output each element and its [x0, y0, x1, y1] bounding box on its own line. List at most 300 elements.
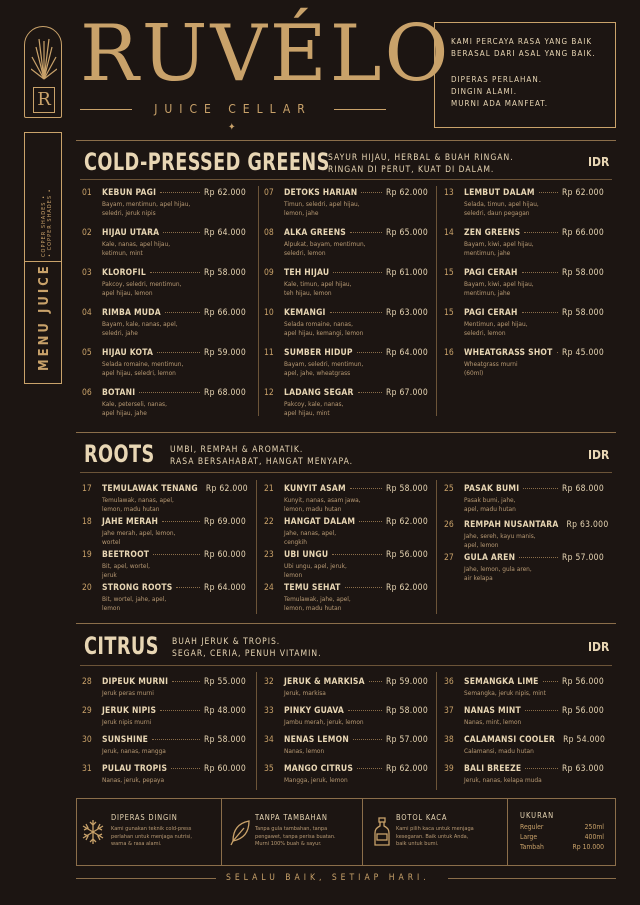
item-name: SUMBER HIDUP — [284, 348, 353, 358]
item-number: 27 — [444, 553, 454, 563]
leader-dots — [353, 739, 382, 740]
sizes-title: UKURAN — [520, 811, 555, 820]
item-price: Rp 66.000 — [561, 228, 604, 238]
leader-dots — [160, 192, 200, 193]
menu-item — [444, 735, 604, 756]
menu-item — [82, 188, 246, 218]
item-name: KEBUN PAGI — [102, 188, 157, 198]
item-number: 09 — [264, 268, 274, 278]
item-description: Kunyit, nanas, asam jawa, — [284, 496, 361, 504]
item-description: Jeruk peras murni — [102, 689, 154, 697]
item-price: Rp 57.000 — [561, 553, 604, 563]
item-description: lemon — [102, 604, 121, 612]
brand-name: RUVÉLO — [80, 9, 452, 99]
menu-item — [82, 228, 246, 258]
item-number: 35 — [264, 764, 274, 774]
item-description: lemon, madu hutan — [284, 604, 342, 612]
item-description: mentimun, jahe — [464, 249, 511, 257]
intro-line: KAMI PERCAYA RASA YANG BAIK — [451, 37, 593, 46]
item-number: 19 — [82, 550, 92, 560]
menu-item — [444, 706, 604, 727]
column-divider — [436, 480, 437, 614]
feature-text: Kami gunakan teknik cold-press perlahan untuk menjaga nutrisi, warna & rasa alami. — [111, 826, 192, 847]
item-description: ketimun, mint — [102, 249, 143, 257]
rail-small-text: COPPER SHADES • • COPPER SHADES • — [41, 188, 53, 257]
intro-box — [434, 22, 616, 128]
item-price: Rp 57.000 — [385, 735, 428, 745]
feature-title: DIPERAS DINGIN — [111, 813, 178, 822]
item-number: 11 — [264, 348, 274, 358]
item-price: Rp 68.000 — [203, 388, 246, 398]
item-number: 13 — [444, 188, 454, 198]
item-name: PAGI CERAH — [464, 308, 518, 318]
menu-item — [264, 388, 428, 418]
item-number: 07 — [264, 188, 274, 198]
item-name: BOTANI — [102, 388, 136, 398]
item-name: MANGO CITRUS — [284, 764, 354, 774]
currency-label: IDR — [588, 448, 610, 462]
item-name: SUNSHINE — [102, 735, 149, 745]
column-divider — [436, 186, 437, 416]
item-price: Rp 60.000 — [203, 764, 246, 774]
menu-item — [264, 188, 428, 218]
item-description: Pakcoy, kale, nanas, — [284, 400, 344, 408]
menu-item — [264, 484, 428, 514]
menu-item — [264, 228, 428, 258]
item-description: Jeruk, nanas, mangga — [102, 747, 166, 755]
item-price: Rp 58.000 — [561, 308, 604, 318]
item-description: Jahe merah, apel, lemon, — [102, 529, 176, 537]
leader-dots — [519, 557, 558, 558]
item-number: 29 — [82, 706, 92, 716]
column-divider — [258, 186, 259, 416]
item-description: seledri, lemon — [464, 329, 506, 337]
item-description: Wheatgrass murni — [464, 360, 518, 368]
item-description: apel hijau, lemon — [102, 289, 153, 297]
menu-item — [444, 268, 604, 298]
item-name: NENAS LEMON — [284, 735, 349, 745]
item-number: 10 — [264, 308, 274, 318]
item-price: Rp 64.000 — [203, 228, 246, 238]
brand-rule-right — [334, 109, 386, 110]
item-price: Rp 61.000 — [385, 268, 428, 278]
item-description: seledri, daun pegagan — [464, 209, 530, 217]
currency-label: IDR — [588, 155, 610, 169]
feature-text: Tanpa gula tambahan, tanpa pengawet, tanpa perisa buatan. Murni 100% buah & sayur. — [255, 826, 336, 847]
item-price: Rp 62.000 — [203, 188, 246, 198]
leader-dots — [332, 554, 382, 555]
item-price: Rp 48.000 — [203, 706, 246, 716]
item-number: 22 — [264, 517, 274, 527]
menu-item — [82, 735, 246, 756]
item-description: apel, jahe, wheatgrass — [284, 369, 351, 377]
item-description: Bayam, kale, nanas, apel, — [102, 320, 178, 328]
section-underline — [80, 665, 612, 666]
item-name: HIJAU KOTA — [102, 348, 154, 358]
item-description: jeruk — [102, 571, 117, 579]
item-price: Rp 54.000 — [563, 735, 606, 745]
menu-item — [82, 706, 246, 727]
item-number: 05 — [82, 348, 92, 358]
item-price: Rp 58.000 — [203, 735, 246, 745]
item-description: apel, lemon — [464, 541, 499, 549]
item-name: PULAU TROPIS — [102, 764, 168, 774]
currency-label: IDR — [588, 640, 610, 654]
menu-item — [82, 388, 246, 418]
menu-item — [264, 517, 428, 547]
item-description: Bayam, seledri, mentimun, — [284, 360, 364, 368]
leader-dots — [369, 681, 382, 682]
menu-item — [444, 520, 609, 550]
item-number: 34 — [264, 735, 274, 745]
menu-item — [264, 764, 428, 785]
leader-dots — [150, 272, 200, 273]
item-description: Mentimun, apel hijau, — [464, 320, 528, 328]
item-name: KUNYIT ASAM — [284, 484, 346, 494]
menu-item — [264, 550, 428, 580]
intro-line: MURNI ADA MANFEAT. — [451, 99, 549, 108]
item-description: apel hijau, seledri, lemon — [102, 369, 176, 377]
item-price: Rp 67.000 — [385, 388, 428, 398]
leader-dots — [361, 192, 382, 193]
leader-dots — [171, 768, 200, 769]
item-price: Rp 64.000 — [385, 348, 428, 358]
item-description: Kale, peterseli, nanas, — [102, 400, 167, 408]
leader-dots — [139, 392, 200, 393]
item-name: JAHE MERAH — [102, 517, 159, 527]
item-number: 01 — [82, 188, 92, 198]
leader-dots — [345, 587, 382, 588]
section-title-greens: COLD-PRESSED GREENS — [84, 148, 330, 176]
item-description: Kale, nanas, apel hijau, — [102, 240, 171, 248]
footer-divider — [221, 799, 222, 865]
item-description: mentimun, jahe — [464, 289, 511, 297]
section-desc-greens: SAYUR HIJAU, HERBAL & BUAH RINGAN. RINGAN DI PERUT, KUAT DI DALAM. — [328, 153, 514, 175]
item-number: 02 — [82, 228, 92, 238]
item-number: 23 — [264, 550, 274, 560]
menu-item — [444, 228, 604, 258]
side-rail — [24, 132, 62, 384]
item-description: Timun, seledri, apel hijau, — [284, 200, 360, 208]
item-description: Jahe, sereh, kayu manis, — [464, 532, 536, 540]
item-price: Rp 62.000 — [385, 517, 428, 527]
menu-item — [82, 550, 246, 580]
item-name: WHEATGRASS SHOT — [464, 348, 553, 358]
menu-item — [82, 677, 246, 698]
item-description: seledri, lemon — [284, 249, 326, 257]
size-row: Large 400ml — [520, 833, 604, 841]
leader-dots — [330, 312, 382, 313]
feature-cold-pressed — [77, 799, 223, 865]
item-description: Calamansi, madu hutan — [464, 747, 534, 755]
item-price: Rp 63.000 — [566, 520, 609, 530]
item-description: lemon, madu hutan — [284, 505, 342, 513]
item-name: HIJAU UTARA — [102, 228, 160, 238]
item-price: Rp 62.000 — [385, 188, 428, 198]
item-description: Alpukat, bayam, mentimun, — [284, 240, 366, 248]
feature-glass-bottle — [364, 799, 506, 865]
item-price: Rp 59.000 — [385, 677, 428, 687]
item-price: Rp 55.000 — [203, 677, 246, 687]
item-number: 25 — [444, 484, 454, 494]
item-description: Jeruk, markisa — [284, 689, 326, 697]
footer-box — [76, 798, 616, 866]
item-description: Semangka, jeruk nipis, mint — [464, 689, 546, 697]
item-price: Rp 62.000 — [385, 764, 428, 774]
section-underline — [80, 472, 612, 473]
item-price: Rp 56.000 — [561, 706, 604, 716]
item-description: seledri, jeruk nipis — [102, 209, 156, 217]
item-description: lemon, jahe — [284, 209, 319, 217]
item-number: 24 — [264, 583, 274, 593]
item-description: Selada romaine, nanas, — [284, 320, 353, 328]
leader-dots — [557, 352, 558, 353]
item-number: 20 — [82, 583, 92, 593]
item-name: BALI BREEZE — [464, 764, 522, 774]
leaf-icon — [229, 817, 253, 847]
leader-dots — [333, 272, 382, 273]
item-number: 26 — [444, 520, 454, 530]
item-name: LADANG SEGAR — [284, 388, 354, 398]
leader-dots — [525, 710, 558, 711]
section-title-roots: ROOTS — [84, 440, 155, 468]
item-description: Pakcoy, seledri, mentimun, — [102, 280, 182, 288]
item-number: 38 — [444, 735, 454, 745]
item-description: Pasak bumi, jahe, — [464, 496, 516, 504]
item-description: apel hijau, kemangi, lemon — [284, 329, 364, 337]
item-price: Rp 58.000 — [385, 706, 428, 716]
menu-item — [444, 484, 604, 514]
item-number: 31 — [82, 764, 92, 774]
item-description: Nanas, jeruk, pepaya — [102, 776, 165, 784]
bottle-icon — [370, 817, 394, 847]
item-price: Rp 65.000 — [385, 228, 428, 238]
leader-dots — [522, 312, 558, 313]
item-price: Rp 63.000 — [385, 308, 428, 318]
leader-dots — [153, 554, 200, 555]
size-row: Tambah Rp 10.000 — [520, 843, 604, 851]
menu-item — [444, 308, 604, 338]
leader-dots — [350, 488, 382, 489]
item-name: RIMBA MUDA — [102, 308, 161, 318]
item-description: Jahe, nanas, apel, — [284, 529, 337, 537]
leader-dots — [543, 681, 558, 682]
leader-dots — [165, 312, 200, 313]
item-name: STRONG ROOTS — [102, 583, 173, 593]
leader-dots — [357, 768, 382, 769]
brand-emblem — [24, 26, 62, 118]
item-name: TEMULAWAK TENANG — [102, 484, 198, 494]
item-number: 33 — [264, 706, 274, 716]
item-number: 12 — [264, 388, 274, 398]
menu-item — [444, 677, 604, 698]
item-description: Kale, timun, apel hijau, — [284, 280, 352, 288]
menu-item — [444, 348, 604, 378]
item-description: Bayam, mentimun, apel hijau, — [102, 200, 191, 208]
rail-divider — [25, 261, 61, 262]
item-price: Rp 58.000 — [561, 268, 604, 278]
menu-item — [264, 308, 428, 338]
tagline: SELALU BAIK, SETIAP HARI. — [226, 873, 430, 883]
menu-item — [82, 517, 246, 547]
intro-line: DINGIN ALAMI. — [451, 87, 518, 96]
item-description: Bayam, kiwi, apel hijau, — [464, 240, 534, 248]
monogram: R — [33, 87, 55, 113]
item-price: Rp 60.000 — [203, 550, 246, 560]
item-number: 16 — [444, 348, 454, 358]
item-number: 17 — [82, 484, 92, 494]
leader-dots — [157, 352, 200, 353]
leader-dots — [359, 521, 382, 522]
leader-dots — [162, 521, 200, 522]
leader-dots — [348, 710, 382, 711]
item-number: 08 — [264, 228, 274, 238]
item-description: apel hijau, jahe — [102, 409, 147, 417]
menu-item — [82, 308, 246, 338]
item-description: apel hijau, mint — [284, 409, 330, 417]
menu-item — [264, 268, 428, 298]
item-description: Jeruk, nanas, kelapa muda — [464, 776, 542, 784]
item-number: 28 — [82, 677, 92, 687]
leader-dots — [152, 739, 200, 740]
item-description: apel, madu hutan — [464, 505, 516, 513]
item-name: REMPAH NUSANTARA — [464, 520, 559, 530]
item-name: DETOKS HARIAN — [284, 188, 358, 198]
item-number: 39 — [444, 764, 454, 774]
item-number: 14 — [444, 228, 454, 238]
item-price: Rp 69.000 — [203, 517, 246, 527]
item-description: Temulawak, jahe, apel, — [284, 595, 351, 603]
item-price: Rp 63.000 — [561, 764, 604, 774]
section-rule — [76, 140, 616, 141]
item-number: 15 — [444, 308, 454, 318]
tagline-rule-left — [76, 878, 216, 879]
menu-item — [264, 348, 428, 378]
item-description: lemon — [284, 571, 303, 579]
column-divider — [256, 480, 257, 614]
item-price: Rp 45.000 — [561, 348, 604, 358]
snowflake-icon — [81, 817, 105, 847]
item-name: BEETROOT — [102, 550, 150, 560]
item-description: teh hijau, lemon — [284, 289, 332, 297]
brand-subtitle: JUICE CELLAR — [154, 102, 312, 116]
size-row: Reguler 250ml — [520, 823, 604, 831]
column-divider — [436, 672, 437, 790]
feature-text: Kami pilih kaca untuk menjaga kesegaran. Baik untuk Anda, baik untuk bumi. — [396, 826, 474, 847]
rail-title: MENU JUICE — [37, 263, 52, 371]
item-description: wortel — [102, 538, 121, 546]
section-title-citrus: CITRUS — [84, 632, 159, 660]
intro-line: BERASAL DARI ASAL YANG BAIK. — [451, 49, 596, 58]
item-price: Rp 59.000 — [203, 348, 246, 358]
item-description: Nanas, mint, lemon — [464, 718, 522, 726]
star-icon: ✦ — [228, 122, 236, 133]
item-name: GULA AREN — [464, 553, 516, 563]
leader-dots — [357, 352, 382, 353]
leader-dots — [539, 192, 558, 193]
item-description: Mangga, jeruk, lemon — [284, 776, 348, 784]
menu-item — [264, 706, 428, 727]
item-price: Rp 62.000 — [561, 188, 604, 198]
item-name: DIPEUK MURNI — [102, 677, 169, 687]
footer-divider — [507, 799, 508, 865]
leader-dots — [524, 232, 558, 233]
item-name: ALKA GREENS — [284, 228, 347, 238]
item-description: Selada, timun, apel hijau, — [464, 200, 539, 208]
item-name: PINKY GUAVA — [284, 706, 344, 716]
item-price: Rp 56.000 — [385, 550, 428, 560]
item-description: Jambu merah, jeruk, lemon — [284, 718, 364, 726]
item-price: Rp 58.000 — [385, 484, 428, 494]
agave-icon — [31, 35, 57, 81]
section-desc-roots: UMBI, REMPAH & AROMATIK. RASA BERSAHABAT, HANGAT MENYAPA. — [170, 445, 354, 467]
section-desc-citrus: BUAH JERUK & TROPIS. SEGAR, CERIA, PENUH VITAMIN. — [172, 637, 322, 659]
item-description: Selada romaine, mentimun, — [102, 360, 184, 368]
section-rule — [76, 623, 616, 624]
item-description: air kelapa — [464, 574, 493, 582]
item-price: Rp 64.000 — [203, 583, 246, 593]
leader-dots — [163, 232, 200, 233]
menu-item — [264, 735, 428, 756]
item-name: KLOROFIL — [102, 268, 146, 278]
feature-title: BOTOL KACA — [396, 813, 448, 822]
item-name: PASAK BUMI — [464, 484, 520, 494]
item-price: Rp 58.000 — [203, 268, 246, 278]
item-name: HANGAT DALAM — [284, 517, 356, 527]
item-description: Nanas, lemon — [284, 747, 325, 755]
item-name: SEMANGKA LIME — [464, 677, 539, 687]
item-price: Rp 62.000 — [385, 583, 428, 593]
item-number: 36 — [444, 677, 454, 687]
item-price: Rp 56.000 — [561, 677, 604, 687]
item-number: 18 — [82, 517, 92, 527]
menu-item — [444, 188, 604, 218]
item-description: seledri, jahe — [102, 329, 138, 337]
menu-item — [82, 484, 246, 514]
item-name: JERUK & MARKISA — [284, 677, 365, 687]
item-name: UBI UNGU — [284, 550, 329, 560]
section-rule — [76, 432, 616, 433]
item-number: 06 — [82, 388, 92, 398]
menu-item — [444, 553, 604, 583]
item-name: CALAMANSI COOLER — [464, 735, 556, 745]
leader-dots — [522, 272, 558, 273]
leader-dots — [172, 681, 200, 682]
item-name: PAGI CERAH — [464, 268, 518, 278]
item-name: KEMANGI — [284, 308, 326, 318]
menu-item — [264, 583, 428, 613]
item-name: LEMBUT DALAM — [464, 188, 535, 198]
item-name: TEH HIJAU — [284, 268, 330, 278]
footer-divider — [362, 799, 363, 865]
item-number: 04 — [82, 308, 92, 318]
column-divider — [256, 672, 257, 790]
tagline-rule-right — [448, 878, 616, 879]
item-description: Bayam, kiwi, apel hijau, — [464, 280, 534, 288]
menu-item — [444, 764, 604, 785]
item-description: Temulawak, nanas, apel, — [102, 496, 174, 504]
feature-no-additives — [223, 799, 363, 865]
item-description: lemon, madu hutan — [102, 505, 160, 513]
menu-item — [82, 583, 246, 613]
leader-dots — [160, 710, 200, 711]
item-number: 32 — [264, 677, 274, 687]
item-description: Jahe, lemon, gula aren, — [464, 565, 532, 573]
item-description: (60ml) — [464, 369, 484, 377]
leader-dots — [350, 232, 382, 233]
feature-title: TANPA TAMBAHAN — [255, 813, 328, 822]
leader-dots — [525, 768, 558, 769]
